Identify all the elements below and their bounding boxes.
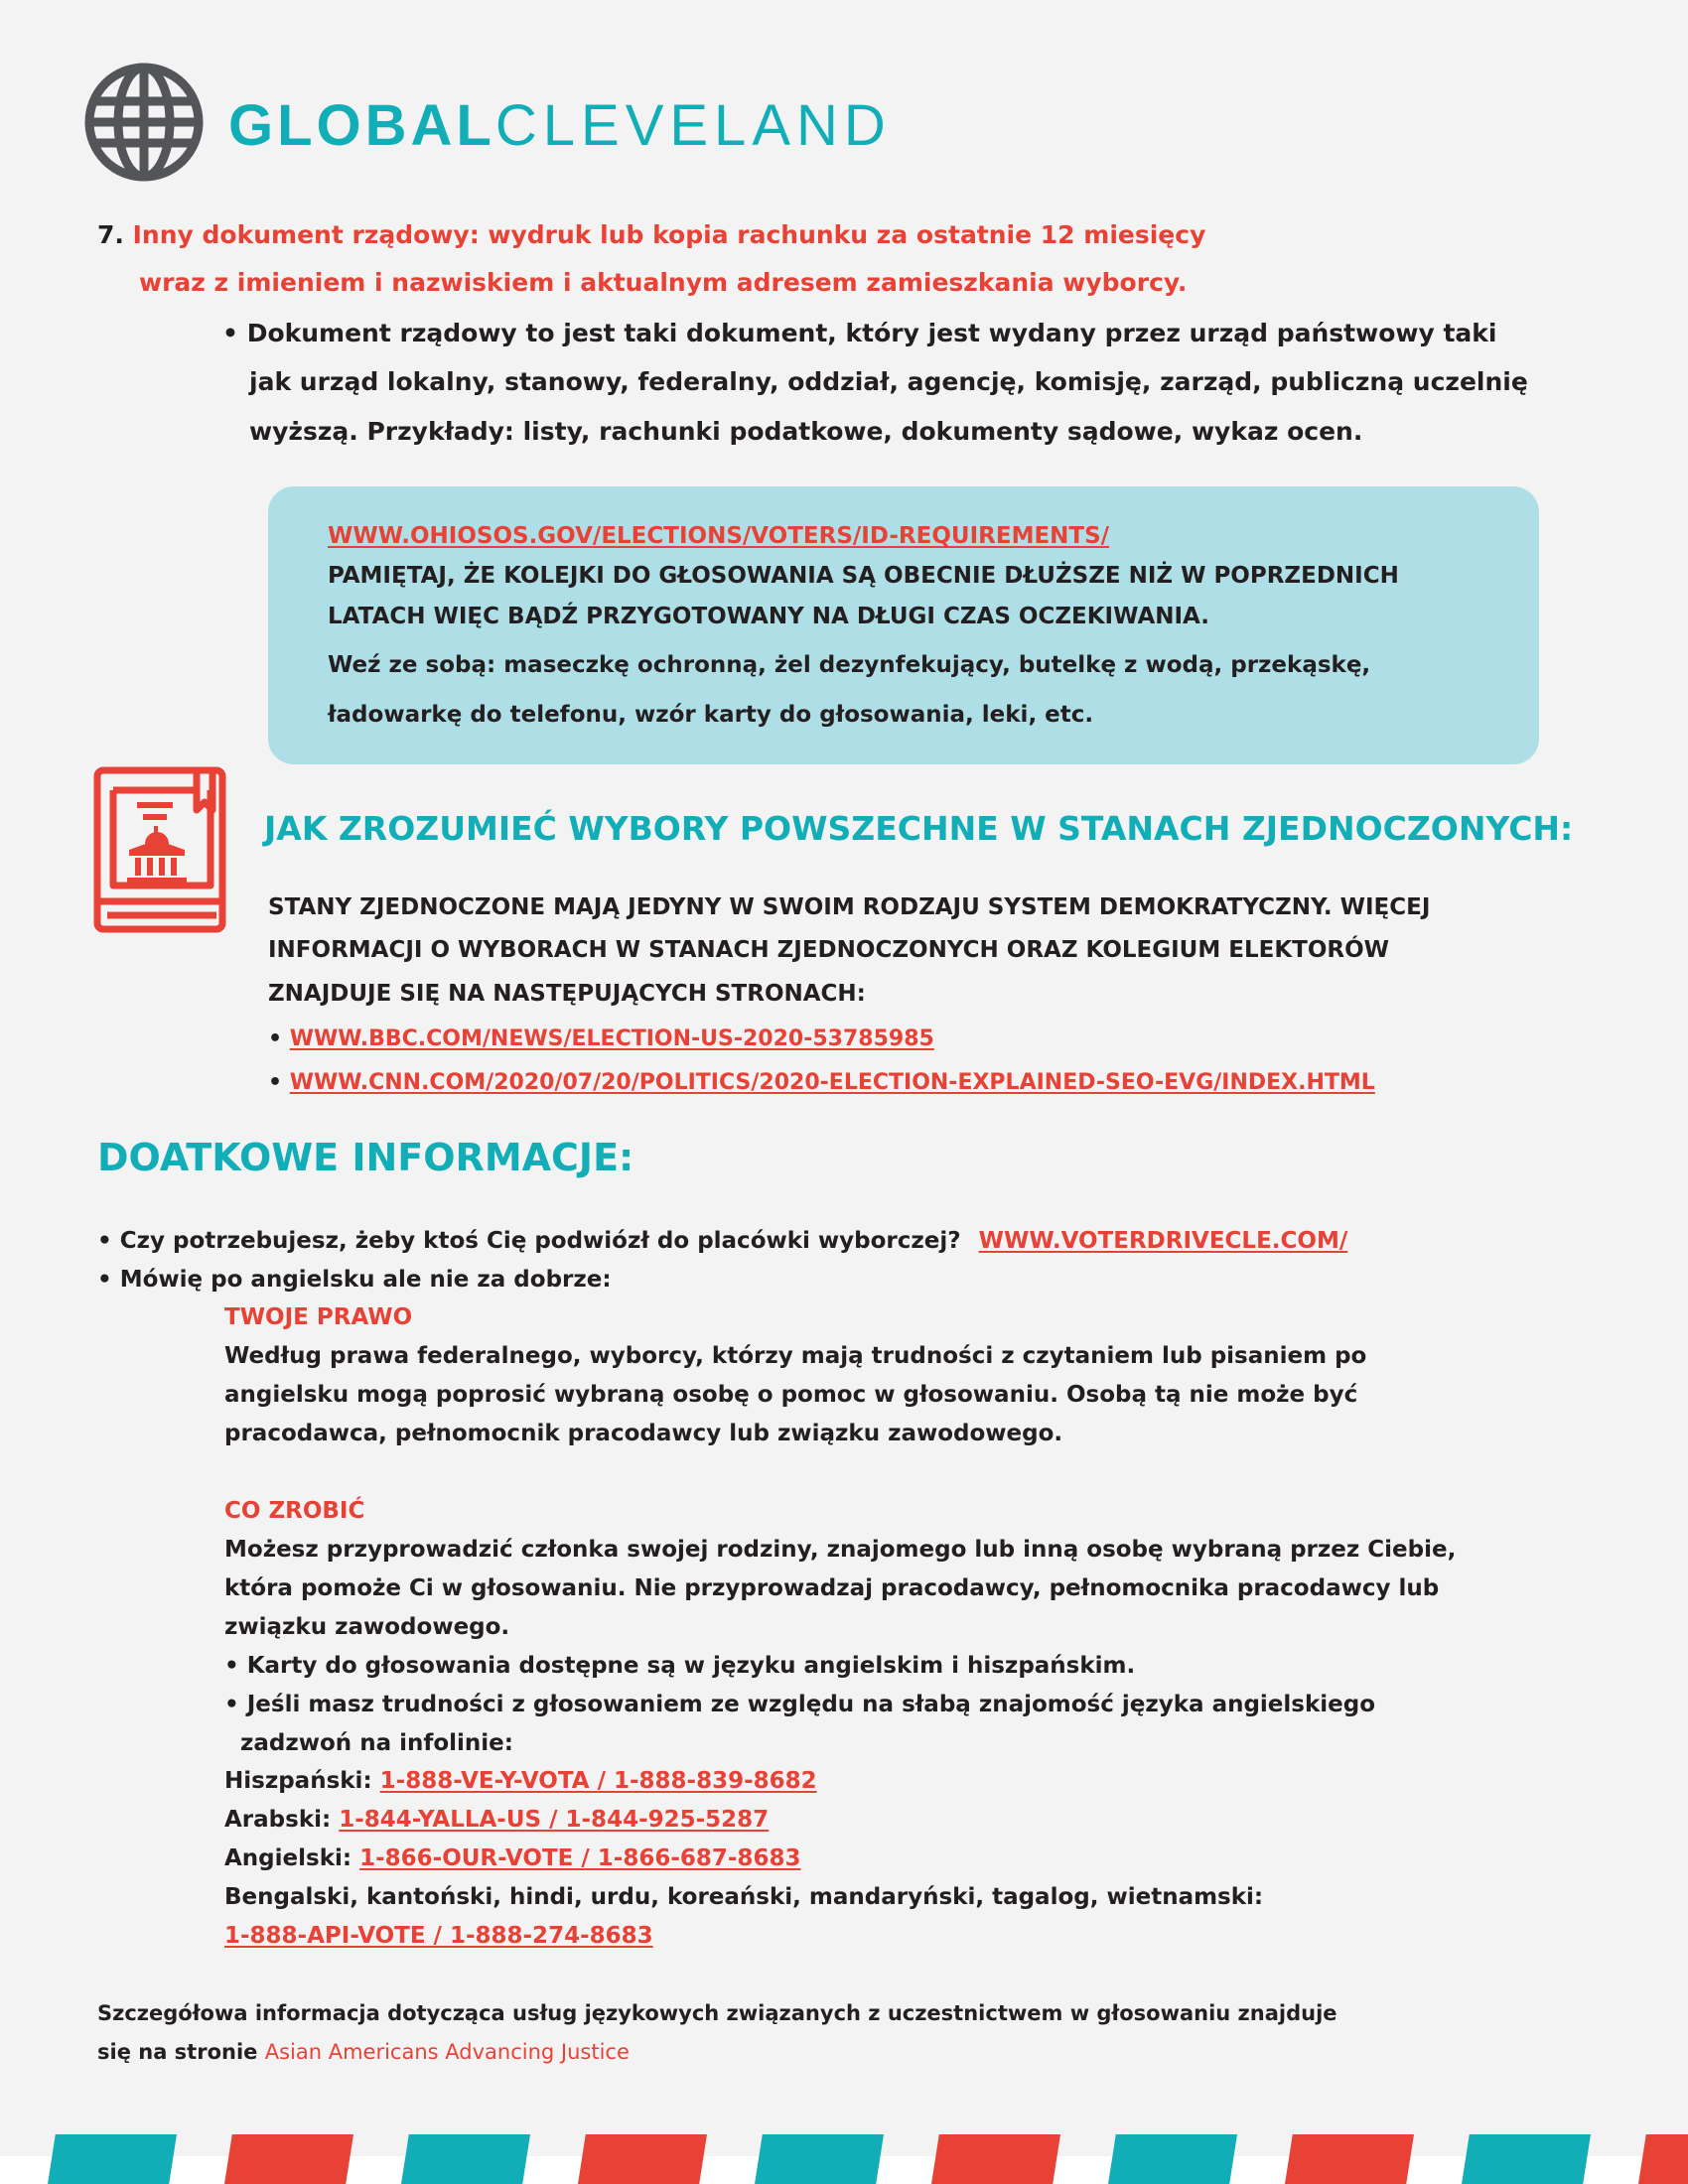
item7-desc-text-1: Dokument rządowy to jest taki dokument, który jest wydany przez urząd państwowy taki	[246, 319, 1497, 347]
aaaj-link[interactable]: Asian Americans Advancing Justice	[264, 2040, 630, 2064]
ride-item	[97, 1227, 1347, 1255]
bullet: •	[268, 1070, 283, 1095]
logo-word-cleveland: CLEVELAND	[494, 93, 892, 158]
warning-line-2: LATACH WIĘC BĄDŹ PRZYGOTOWANY NA DŁUGI CZAS OCZEKIWANIA.	[328, 604, 1210, 629]
ohiosos-link[interactable]: WWW.OHIOSOS.GOV/ELECTIONS/VOTERS/ID-REQUIREMENTS/	[328, 523, 1110, 549]
hotline-number[interactable]: 1-844-YALLA-US / 1-844-925-5287	[339, 1807, 770, 1833]
reminder-box	[268, 486, 1539, 764]
rights-heading: TWOJE PRAWO	[224, 1304, 413, 1330]
english-item-text: Mówię po angielsku ale nie za dobrze:	[119, 1267, 612, 1293]
hotline-line-1: Jeśli masz trudności z głosowaniem ze względu na słabą znajomość języka angielskiego	[246, 1692, 1376, 1717]
asian-hotline-number[interactable]: 1-888-API-VOTE / 1-888-274-8683	[224, 1923, 653, 1949]
todo-line-2: która pomoże Ci w głosowaniu. Nie przyprowadzaj pracodawcy, pełnomocnika pracodawcy lub	[224, 1575, 1440, 1601]
bullet: •	[97, 1267, 112, 1293]
hotline-label: Angielski:	[224, 1845, 352, 1871]
bullet: •	[222, 319, 238, 347]
item7-desc-line-3: wyższą. Przykłady: listy, rachunki podatkowe, dokumenty sądowe, wykaz ocen.	[249, 417, 1363, 446]
stripe-segment	[1638, 2134, 1688, 2184]
logo-word-global: GLOBAL	[228, 93, 495, 158]
elections-para-line-3: ZNAJDUJE SIĘ NA NASTĘPUJĄCYCH STRONACH:	[268, 981, 866, 1007]
rights-line-3: pracodawca, pełnomocnik pracodawcy lub związku zawodowego.	[224, 1421, 1063, 1446]
todo-line-3: związku zawodowego.	[224, 1614, 510, 1640]
bbc-link[interactable]: WWW.BBC.COM/NEWS/ELECTION-US-2020-53785985	[289, 1026, 934, 1051]
hotline-spanish	[224, 1767, 817, 1795]
globe-icon	[83, 62, 205, 183]
stripe-segment	[1462, 2134, 1591, 2184]
elections-para-line-1: STANY ZJEDNOCZONE MAJĄ JEDYNY W SWOIM RODZAJU SYSTEM DEMOKRATYCZNY. WIĘCEJ	[268, 894, 1431, 920]
hotline-arabic	[224, 1806, 769, 1834]
hotline-number[interactable]: 1-888-VE-Y-VOTA / 1-888-839-8682	[379, 1768, 817, 1794]
hotline-line-2: zadzwoń na infolinie:	[240, 1730, 513, 1756]
item7-title-line-1	[97, 220, 1205, 250]
warning-line-1: PAMIĘTAJ, ŻE KOLEJKI DO GŁOSOWANIA SĄ OBECNIE DŁUŻSZE NIŻ W POPRZEDNICH	[328, 563, 1399, 589]
bullet: •	[224, 1692, 239, 1717]
government-book-icon	[93, 766, 226, 933]
todo-line-1: Możesz przyprowadzić członka swojej rodziny, znajomego lub inną osobę wybraną przez Ciebie,	[224, 1537, 1457, 1563]
item7-desc-line-1	[222, 319, 1497, 348]
bring-line-2: ładowarkę do telefonu, wzór karty do głosowania, leki, etc.	[328, 702, 1094, 728]
stripe-segment	[578, 2134, 707, 2184]
hotline-label: Arabski:	[224, 1807, 332, 1833]
rights-line-2: angielsku mogą poprosić wybraną osobę o pomoc w głosowaniu. Osobą tą nie może być	[224, 1382, 1358, 1408]
todo-heading: CO ZROBIĆ	[224, 1498, 365, 1524]
item7-desc-line-2: jak urząd lokalny, stanowy, federalny, oddział, agencję, komisję, zarząd, publiczną uczelnię	[249, 367, 1528, 396]
stripe-segment	[931, 2134, 1060, 2184]
item7-title-line-2: wraz z imieniem i nazwiskiem i aktualnym adresem zamieszkania wyborcy.	[139, 268, 1188, 297]
cnn-link[interactable]: WWW.CNN.COM/2020/07/20/POLITICS/2020-ELECTION-EXPLAINED-SEO-EVG/INDEX.HTML	[289, 1070, 1375, 1095]
rights-line-1: Według prawa federalnego, wyborcy, którzy mają trudności z czytaniem lub pisaniem po	[224, 1343, 1367, 1369]
stripe-segment	[224, 2134, 353, 2184]
stripe-segment	[1285, 2134, 1414, 2184]
footer-line-2	[97, 2039, 630, 2066]
bullet: •	[268, 1026, 283, 1051]
voterdrive-link[interactable]: WWW.VOTERDRIVECLE.COM/	[978, 1228, 1348, 1254]
hotline-item	[224, 1691, 1375, 1718]
footer-prefix: się na stronie	[97, 2040, 258, 2064]
stripe-segment	[755, 2134, 884, 2184]
bring-line-1: Weź ze sobą: maseczkę ochronną, żel dezynfekujący, butelkę z wodą, przekąskę,	[328, 652, 1371, 678]
hotline-label: Hiszpański:	[224, 1768, 372, 1794]
footer-line-1: Szczegółowa informacja dotycząca usług językowych związanych z uczestnictwem w głosowaniu znajduje	[97, 2001, 1337, 2025]
bullet: •	[224, 1653, 239, 1679]
english-item	[97, 1266, 612, 1294]
logo	[83, 62, 908, 183]
item7-number: 7.	[97, 220, 124, 249]
ride-question: Czy potrzebujesz, żeby ktoś Cię podwiózł do placówki wyborczej?	[119, 1228, 961, 1254]
logo-wordmark	[228, 93, 892, 158]
bullet: •	[97, 1228, 112, 1254]
elections-para-line-2: INFORMACJI O WYBORACH W STANACH ZJEDNOCZONYCH ORAZ KOLEGIUM ELEKTORÓW	[268, 937, 1390, 963]
stripe-segment	[48, 2134, 177, 2184]
elections-link-item-2	[268, 1069, 1375, 1096]
elections-heading: JAK ZROZUMIEĆ WYBORY POWSZECHNE W STANACH ZJEDNOCZONYCH:	[264, 809, 1574, 848]
stripe-segment	[1108, 2134, 1237, 2184]
hotline-english	[224, 1844, 800, 1872]
elections-link-item-1	[268, 1025, 934, 1052]
item7-title: Inny dokument rządowy: wydruk lub kopia rachunku za ostatnie 12 miesięcy	[132, 220, 1206, 249]
ballots-item-text: Karty do głosowania dostępne są w języku angielskim i hiszpańskim.	[246, 1653, 1136, 1679]
asian-languages: Bengalski, kantoński, hindi, urdu, koreański, mandaryński, tagalog, wietnamski:	[224, 1884, 1264, 1910]
stripe-segment	[401, 2134, 530, 2184]
additional-heading: DOATKOWE INFORMACJE:	[97, 1136, 634, 1179]
ballots-item	[224, 1652, 1135, 1680]
decorative-stripe-border	[0, 2134, 1688, 2184]
hotline-number[interactable]: 1-866-OUR-VOTE / 1-866-687-8683	[359, 1845, 801, 1871]
